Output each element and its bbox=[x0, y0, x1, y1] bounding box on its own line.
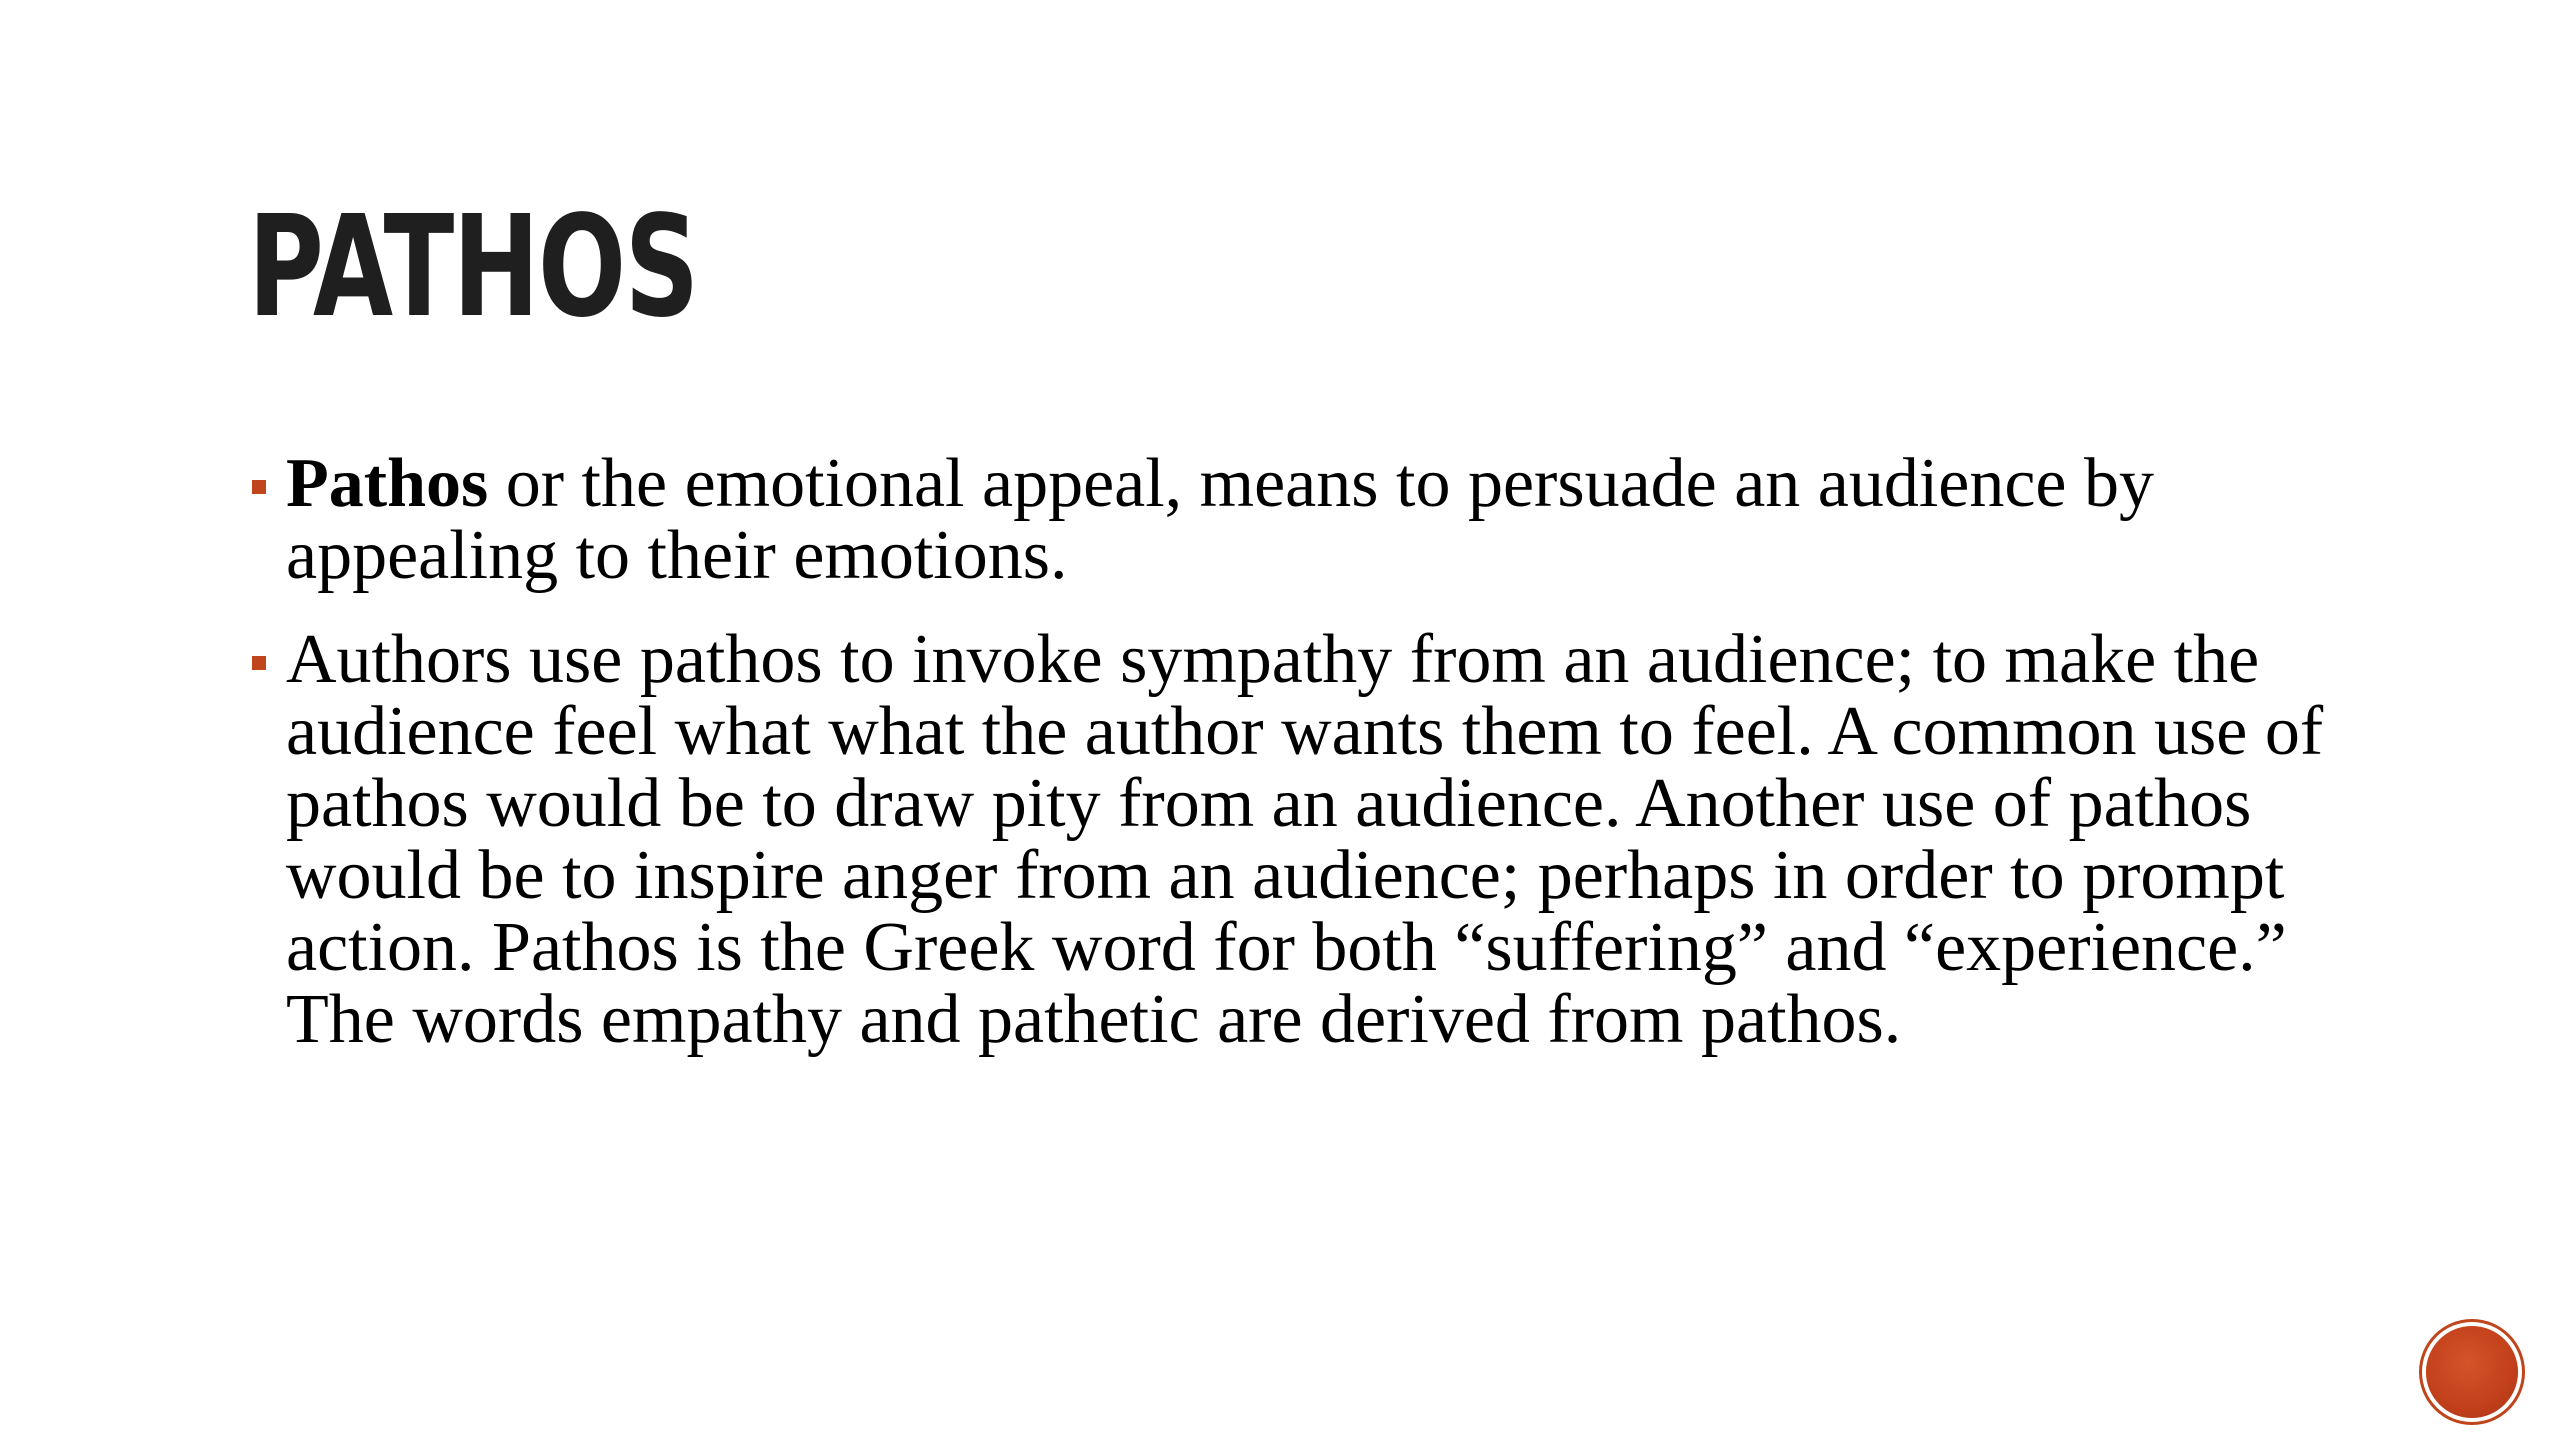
bullet-square-icon bbox=[252, 480, 266, 494]
bullet-item bbox=[248, 621, 2408, 1058]
bullet-text: Authors use pathos to invoke sympathy from an audience; to make the audience feel what what the author wants them to feel. A common use of pathos would be to draw pity from an audience. Another use of pathos would be to inspire anger from an audience; perhaps in order to prompt action. Pathos is the Greek word for both “suffering” and “experience.” The words empathy and pathetic are derived from pathos. bbox=[286, 621, 2324, 1058]
bullet-item bbox=[248, 445, 2408, 594]
slide-title: PATHOS bbox=[248, 186, 698, 349]
bullet-text: or the emotional appeal, means to persuade an audience by appealing to their emotions. bbox=[286, 445, 2154, 594]
slide-number-circle-icon bbox=[2426, 1326, 2518, 1418]
bullet-square-icon bbox=[252, 656, 266, 670]
bullet-list bbox=[248, 445, 2408, 1088]
bullet-lead-term: Pathos bbox=[286, 445, 489, 522]
